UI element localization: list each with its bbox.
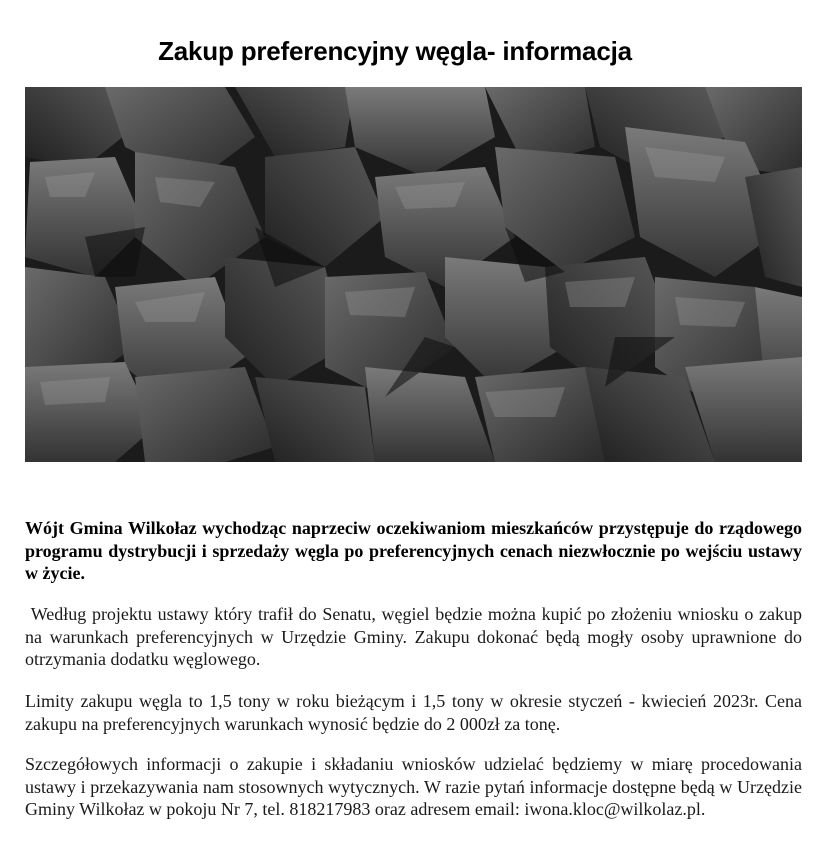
body-paragraph-2: Limity zakupu węgla to 1,5 tony w roku bieżącym i 1,5 tony w okresie styczeń - kwiecień 2023r. Cena zakupu na preferencyjnych warunkach wynosić będzie do 2 000zł za tonę. xyxy=(25,691,802,734)
lead-paragraph: Wójt Gmina Wilkołaz wychodząc naprzeciw oczekiwaniom mieszkańców przystępuje do rządowego programu dystrybucji i sprzedaży węgla po preferencyjnych cenach niezwłocznie po wejściu ustawy w życie. xyxy=(25,518,802,583)
page-title: Zakup preferencyjny węgla- informacja xyxy=(158,36,632,66)
coal-photo xyxy=(25,87,802,462)
body-paragraph-3: Szczegółowych informacji o zakupie i składaniu wniosków udzielać będziemy w miarę procedowania ustawy i przekazywania nam stosownych wytycznych. W razie pytań informacje dostępne będą w Urzędzie Gminy Wilkołaz w pokoju Nr 7, tel. 818217983 oraz adresem email: iwona.kloc@wilkolaz.pl. xyxy=(25,754,802,819)
body-paragraph-1: Według projektu ustawy który trafił do Senatu, węgiel będzie można kupić po złożeniu wniosku o zakup na warunkach preferencyjnych w Urzędzie Gminy. Zakupu dokonać będą mogły osoby uprawnione do otrzymania dodatku węglowego. xyxy=(25,604,807,669)
coal-image xyxy=(25,87,802,462)
